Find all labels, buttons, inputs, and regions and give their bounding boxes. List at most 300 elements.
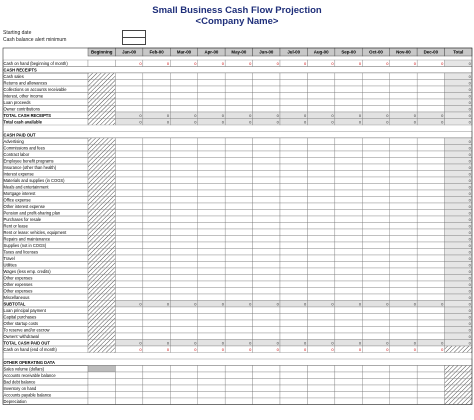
table-cell (88, 236, 115, 243)
cell-value: 0 (358, 119, 362, 125)
table-cell (88, 184, 115, 191)
table-cell (225, 249, 252, 256)
table-cell (280, 281, 307, 288)
table-cell (417, 327, 444, 334)
cell-value: 0 (303, 60, 307, 66)
table-cell (170, 216, 197, 223)
table-cell (88, 138, 115, 145)
table-cell (280, 80, 307, 87)
cell-value: 0 (468, 275, 471, 281)
table-cell (280, 294, 307, 301)
table-cell (198, 99, 225, 106)
cell-value: 0 (194, 301, 197, 307)
table-cell (88, 314, 115, 321)
cell-value: 0 (468, 314, 471, 320)
table-cell (445, 346, 472, 353)
table-cell (280, 242, 307, 249)
table-cell (280, 73, 307, 80)
table-cell (307, 327, 334, 334)
table-cell (143, 229, 170, 236)
table-cell (88, 327, 115, 334)
table-cell (417, 80, 444, 87)
cell-value: 0 (249, 301, 252, 307)
table-cell (307, 216, 334, 223)
table-cell (335, 184, 362, 191)
row-label: Advertising (3, 138, 24, 144)
cell-value: 0 (166, 60, 170, 66)
table-cell (198, 210, 225, 217)
table-cell (362, 80, 389, 87)
table-cell (115, 106, 142, 113)
cell-value: 0 (468, 99, 471, 105)
table-cell (362, 288, 389, 295)
table-cell (253, 379, 280, 386)
row-label: Inventory on hand (3, 385, 37, 391)
table-cell (115, 177, 142, 184)
table-cell (417, 366, 444, 373)
table-cell (280, 392, 307, 399)
cell-value: 0 (468, 86, 471, 92)
cell-value: 0 (468, 106, 471, 112)
cell-value: 0 (441, 340, 444, 346)
cell-value: 0 (166, 119, 170, 125)
table-cell (143, 158, 170, 165)
cell-value: 0 (468, 281, 471, 287)
table-cell (143, 281, 170, 288)
row-label: Rent or lease: vehicles, equipment (3, 229, 67, 235)
table-cell (417, 372, 444, 379)
table-cell (335, 379, 362, 386)
cell-value: 0 (331, 301, 334, 307)
table-cell (390, 385, 417, 392)
table-cell (198, 327, 225, 334)
table-cell (335, 99, 362, 106)
table-cell (307, 379, 334, 386)
table-cell (198, 151, 225, 158)
table-cell (253, 307, 280, 314)
table-cell (417, 275, 444, 282)
row-label: Contract labor (3, 151, 30, 157)
table-cell (88, 242, 115, 249)
table-cell (143, 197, 170, 204)
table-cell (143, 210, 170, 217)
table-cell (143, 80, 170, 87)
cell-value: 0 (386, 346, 389, 352)
table-cell (115, 158, 142, 165)
table-cell (253, 327, 280, 334)
cell-value: 0 (139, 346, 142, 352)
table-cell (253, 249, 280, 256)
table-cell (307, 314, 334, 321)
table-cell (225, 138, 252, 145)
cell-value: 0 (358, 60, 362, 66)
table-cell (225, 385, 252, 392)
table-cell (170, 177, 197, 184)
table-cell (143, 327, 170, 334)
cell-value: 0 (468, 151, 471, 157)
table-cell (115, 333, 142, 340)
cell-value: 0 (194, 60, 197, 66)
cell-value: 0 (468, 80, 471, 86)
table-cell (335, 236, 362, 243)
table-cell (143, 392, 170, 399)
table-cell (143, 294, 170, 301)
table-cell (143, 184, 170, 191)
cell-value: 0 (221, 340, 224, 346)
table-cell (362, 93, 389, 100)
cell-value: 0 (468, 307, 471, 313)
table-cell (88, 210, 115, 217)
table-cell (253, 314, 280, 321)
cell-value: 0 (303, 340, 307, 346)
table-cell (115, 197, 142, 204)
table-cell (225, 372, 252, 379)
table-cell (170, 255, 197, 262)
table-cell (115, 249, 142, 256)
table-cell (198, 86, 225, 93)
table-cell (417, 398, 444, 405)
table-cell (115, 210, 142, 217)
cell-value: 0 (249, 346, 252, 352)
cell-value: 0 (276, 60, 279, 66)
table-cell (170, 288, 197, 295)
table-cell (253, 281, 280, 288)
cell-value: 0 (386, 112, 389, 118)
table-cell (280, 398, 307, 405)
table-cell (88, 151, 115, 158)
cell-value: 0 (276, 119, 279, 125)
table-cell (198, 385, 225, 392)
section-band (3, 67, 472, 74)
table-cell (198, 197, 225, 204)
table-cell (198, 236, 225, 243)
table-cell (225, 99, 252, 106)
cell-value: 0 (331, 112, 334, 118)
cell-value: 0 (441, 301, 444, 307)
table-cell (335, 392, 362, 399)
table-cell (307, 73, 334, 80)
table-cell (143, 262, 170, 269)
table-cell (335, 262, 362, 269)
table-cell (280, 210, 307, 217)
table-cell (335, 307, 362, 314)
table-cell (225, 164, 252, 171)
table-cell (362, 255, 389, 262)
cell-value: 0 (331, 346, 334, 352)
table-cell (390, 398, 417, 405)
table-cell (362, 392, 389, 399)
table-cell (170, 184, 197, 191)
table-cell (253, 171, 280, 178)
table-cell (253, 158, 280, 165)
cell-value: 0 (221, 119, 224, 125)
table-cell (253, 73, 280, 80)
table-cell (280, 236, 307, 243)
table-cell (143, 177, 170, 184)
table-cell (253, 216, 280, 223)
table-cell (362, 327, 389, 334)
table-cell (143, 138, 170, 145)
table-cell (417, 314, 444, 321)
cell-value: 0 (413, 340, 416, 346)
cell-value: 0 (358, 112, 362, 118)
row-label: Accounts receivable balance (3, 372, 56, 378)
table-cell (143, 223, 170, 230)
table-cell (335, 320, 362, 327)
table-cell (390, 171, 417, 178)
table-cell (115, 288, 142, 295)
cell-value: 0 (468, 197, 471, 203)
row-label: Other expenses (3, 288, 33, 294)
table-cell (362, 171, 389, 178)
table-cell (362, 106, 389, 113)
table-cell (225, 106, 252, 113)
table-cell (280, 262, 307, 269)
table-cell (335, 151, 362, 158)
table-cell (362, 372, 389, 379)
table-cell (335, 197, 362, 204)
cell-value: 0 (331, 60, 334, 66)
table-cell (225, 223, 252, 230)
table-cell (335, 80, 362, 87)
table-cell (280, 223, 307, 230)
cell-value: 0 (468, 177, 471, 183)
table-cell (362, 294, 389, 301)
table-cell (170, 366, 197, 373)
table-cell (198, 106, 225, 113)
table-cell (417, 210, 444, 217)
table-cell (88, 320, 115, 327)
table-cell (198, 223, 225, 230)
cell-value: 0 (468, 301, 471, 307)
table-cell (253, 138, 280, 145)
table-cell (225, 307, 252, 314)
table-cell (417, 197, 444, 204)
table-cell (143, 314, 170, 321)
table-cell (198, 366, 225, 373)
table-cell (362, 229, 389, 236)
table-cell (115, 294, 142, 301)
table-cell (390, 372, 417, 379)
cell-value: 0 (468, 236, 471, 242)
table-cell (88, 385, 115, 392)
table-cell (143, 275, 170, 282)
table-cell (307, 80, 334, 87)
cell-value: 0 (139, 119, 142, 125)
table-cell (115, 366, 142, 373)
table-cell (253, 223, 280, 230)
table-cell (307, 229, 334, 236)
column-header-apr-00: Apr-00 (204, 49, 219, 55)
table-cell (225, 86, 252, 93)
cash-balance-alert-label: Cash balance alert minimum (3, 37, 67, 43)
row-label: TOTAL CASH PAID OUT (3, 340, 50, 346)
table-cell (170, 86, 197, 93)
table-cell (253, 177, 280, 184)
table-cell (253, 197, 280, 204)
table-cell (143, 93, 170, 100)
table-cell (362, 314, 389, 321)
cell-value: 0 (194, 112, 197, 118)
table-cell (225, 281, 252, 288)
table-cell (417, 164, 444, 171)
column-header-aug-00: Aug-00 (313, 49, 329, 55)
table-cell (417, 177, 444, 184)
cell-value: 0 (468, 184, 471, 190)
column-header-feb-00: Feb-00 (149, 49, 164, 55)
table-cell (390, 262, 417, 269)
table-cell (143, 203, 170, 210)
table-cell (335, 73, 362, 80)
table-cell (390, 294, 417, 301)
table-cell (115, 398, 142, 405)
table-cell (280, 320, 307, 327)
table-cell (143, 164, 170, 171)
column-header-mar-00: Mar-00 (176, 49, 192, 55)
table-cell (390, 366, 417, 373)
table-cell (225, 236, 252, 243)
table-cell (88, 392, 115, 399)
cell-value: 0 (468, 138, 471, 144)
table-cell (417, 151, 444, 158)
table-cell (362, 333, 389, 340)
table-cell (335, 164, 362, 171)
cell-value: 0 (249, 112, 252, 118)
cell-value: 0 (166, 301, 170, 307)
table-cell (143, 99, 170, 106)
table-cell (390, 177, 417, 184)
table-cell (390, 275, 417, 282)
cell-value: 0 (468, 112, 471, 118)
table-cell (253, 385, 280, 392)
table-cell (143, 86, 170, 93)
table-cell (170, 268, 197, 275)
table-cell (362, 242, 389, 249)
table-cell (307, 307, 334, 314)
table-cell (280, 145, 307, 152)
table-cell (417, 106, 444, 113)
table-cell (390, 392, 417, 399)
table-cell (143, 216, 170, 223)
table-cell (225, 151, 252, 158)
table-cell (390, 73, 417, 80)
cell-value: 0 (468, 242, 471, 248)
table-cell (307, 320, 334, 327)
table-cell (335, 158, 362, 165)
table-cell (417, 242, 444, 249)
table-cell (307, 164, 334, 171)
table-cell (307, 210, 334, 217)
table-cell (335, 203, 362, 210)
table-cell (253, 190, 280, 197)
table-cell (115, 86, 142, 93)
table-cell (417, 99, 444, 106)
table-cell (170, 151, 197, 158)
table-cell (253, 255, 280, 262)
table-cell (88, 73, 115, 80)
table-cell (417, 385, 444, 392)
cell-value: 0 (194, 340, 197, 346)
table-cell (143, 106, 170, 113)
row-label: Cash on hand (beginning of month) (3, 60, 68, 66)
row-label: OTHER OPERATING DATA (3, 359, 55, 365)
table-cell (198, 392, 225, 399)
row-label: TOTAL CASH RECEIPTS (3, 112, 52, 118)
table-cell (307, 281, 334, 288)
table-cell (225, 275, 252, 282)
table-cell (390, 158, 417, 165)
row-label: Owners' withdrawal (3, 333, 39, 339)
table-cell (198, 93, 225, 100)
table-cell (115, 281, 142, 288)
table-cell (198, 242, 225, 249)
row-label: CASH PAID OUT (3, 132, 36, 138)
table-cell (198, 171, 225, 178)
row-label: To reserve and/or escrow (3, 327, 50, 333)
table-cell (335, 398, 362, 405)
table-cell (253, 210, 280, 217)
table-cell (362, 158, 389, 165)
table-cell (88, 177, 115, 184)
table-cell (88, 93, 115, 100)
table-cell (335, 294, 362, 301)
cell-value: 0 (303, 119, 307, 125)
table-cell (445, 379, 472, 386)
row-label: Taxes and licenses (3, 249, 39, 255)
table-cell (307, 171, 334, 178)
table-cell (170, 106, 197, 113)
report-title: Small Business Cash Flow Projection (152, 5, 322, 16)
table-cell (362, 73, 389, 80)
table-cell (335, 327, 362, 334)
table-cell (225, 333, 252, 340)
table-cell (253, 99, 280, 106)
table-cell (253, 398, 280, 405)
table-cell (88, 333, 115, 340)
row-label: Mortgage interest (3, 190, 36, 196)
table-cell (88, 203, 115, 210)
table-cell (143, 73, 170, 80)
table-cell (307, 385, 334, 392)
table-cell (170, 203, 197, 210)
table-cell (88, 275, 115, 282)
table-cell (280, 99, 307, 106)
table-cell (390, 333, 417, 340)
row-label: Owner contributions (3, 106, 40, 112)
table-cell (335, 145, 362, 152)
table-cell (170, 294, 197, 301)
row-label: Employee benefit programs (3, 158, 54, 164)
row-label: Wages (less emp. credits) (3, 268, 51, 274)
table-cell (198, 268, 225, 275)
table-cell (115, 164, 142, 171)
table-cell (225, 73, 252, 80)
table-cell (362, 203, 389, 210)
table-cell (335, 281, 362, 288)
table-cell (143, 249, 170, 256)
table-cell (390, 184, 417, 191)
table-cell (88, 294, 115, 301)
table-cell (170, 210, 197, 217)
table-cell (445, 372, 472, 379)
table-cell (307, 145, 334, 152)
row-label: SUBTOTAL (3, 301, 26, 307)
table-cell (170, 223, 197, 230)
table-cell (307, 203, 334, 210)
table-cell (170, 145, 197, 152)
table-cell (115, 93, 142, 100)
table-cell (225, 184, 252, 191)
